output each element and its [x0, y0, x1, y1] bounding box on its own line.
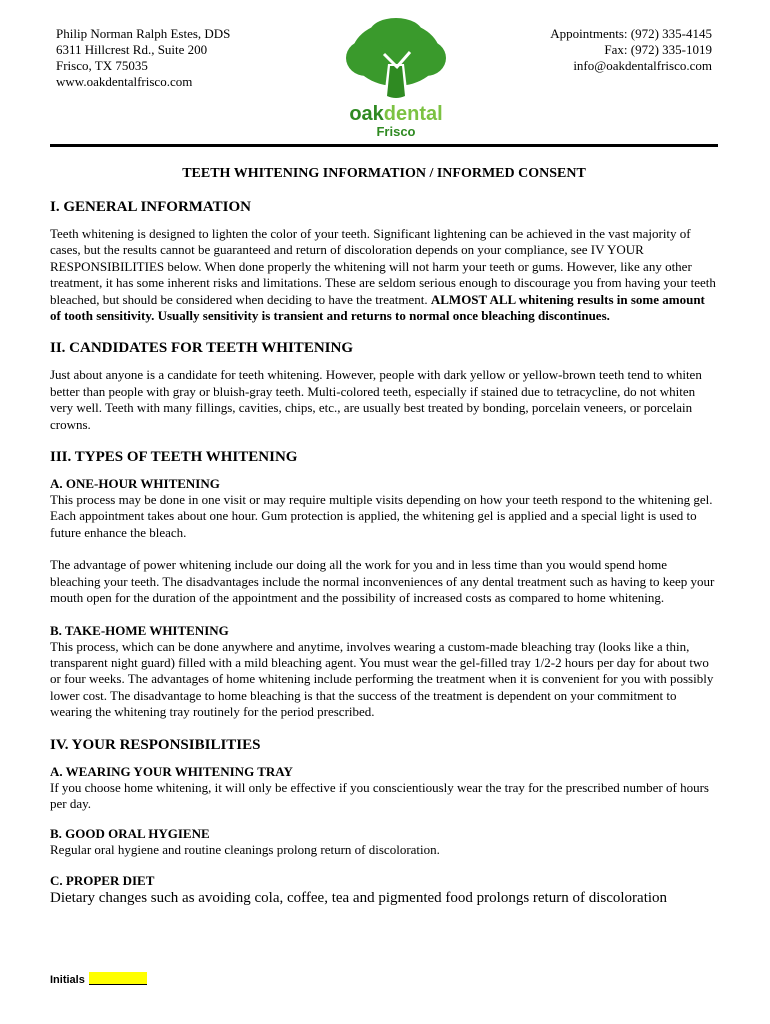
general-bold-text: ALMOST ALL whitening results in some amount of tooth sensitivity. Usually sensitivity is transient and returns to normal once bleaching discontinues. — [50, 291, 705, 324]
tree-icon — [346, 18, 446, 101]
street-address: 6311 Hillcrest Rd., Suite 200 — [56, 42, 208, 57]
logo-sub: Frisco — [376, 124, 416, 139]
document-title: TEETH WHITENING INFORMATION / INFORMED CONSENT — [182, 166, 586, 181]
general-information-text — [50, 226, 718, 324]
section-heading-responsibilities: IV. YOUR RESPONSIBILITIES — [50, 736, 261, 753]
initials-label: Initials — [50, 974, 85, 986]
section-heading-general: I. GENERAL INFORMATION — [50, 199, 251, 215]
logo-word-dental: dental — [383, 103, 443, 125]
power-whitening-text: The advantage of power whitening include our doing all the work for you and in less time than you would spend home bleaching your teeth. The disadvantages include the normal inconveniences of any dental treatment such as having to keep your mouth open for the duration of the appointment and the possibility of increased costs as compared to home whitening. — [50, 557, 715, 606]
proper-diet-text: Dietary changes such as avoiding cola, coffee, tea and pigmented food prolongs return of discoloration — [50, 889, 668, 906]
practice-contact — [550, 26, 712, 74]
subheading-oral-hygiene: B. GOOD ORAL HYGIENE — [50, 826, 210, 842]
take-home-text: This process, which can be done anywhere and anytime, involves wearing a custom-made bleaching tray (looks like a thin, transparent night guard) filled with a mild bleaching agent. You must wear the gel-filled tray 1/2-2 hours per day for about two or four weeks. The advantages of home whitening include performing the treatment when it is convenient for you with possibly lower cost. The disadvantage to home bleaching is that the success of the treatment is dependent on your commitment to wearing the whitening tray routinely for the period prescribed. — [50, 638, 714, 720]
section-heading-types: III. TYPES OF TEETH WHITENING — [50, 449, 298, 466]
practice-address — [56, 26, 230, 90]
candidates-text: Just about anyone is a candidate for teeth whitening. However, people with dark yellow or yellow-brown teeth tend to whiten better than people with gray or bluish-gray teeth. Multi-colored teeth, especially if stained due to tetracycline, do not whiten very well. Teeth with many fillings, cavities, chips, etc., are usually best treated by bonding, porcelain veneers, or porcelain crowns. — [50, 367, 702, 432]
section-heading-candidates: II. CANDIDATES FOR TEETH WHITENING — [50, 340, 353, 357]
initials-line — [50, 972, 147, 986]
website: www.oakdentalfrisco.com — [56, 74, 193, 89]
fax-number: Fax: (972) 335-1019 — [604, 42, 712, 57]
appointments-phone: Appointments: (972) 335-4145 — [550, 26, 712, 41]
doctor-name: Philip Norman Ralph Estes, DDS — [56, 26, 231, 41]
one-hour-text: This process may be done in one visit or may require multiple visits depending on how your teeth respond to the whitening gel. Each appointment takes about one hour. Gum protection is applied, the whitening gel is applied and a special light is used to future enhance the bleach. — [50, 492, 713, 540]
logo-word-oak: oak — [349, 103, 384, 125]
header-divider — [50, 144, 718, 147]
svg-text:oakdental — [349, 103, 442, 125]
oral-hygiene-text: Regular oral hygiene and routine cleanings prolong return of discoloration. — [50, 842, 440, 858]
oak-tree-logo — [336, 18, 456, 142]
email: info@oakdentalfrisco.com — [573, 58, 712, 73]
initials-field[interactable] — [89, 972, 147, 985]
document-body — [50, 166, 718, 907]
general-text: Teeth whitening is designed to lighten the color of your teeth. Significant lightening can be achieved in the vast majority of cases, but the results cannot be guaranteed and return of discoloration depends on your compliance, see IV YOUR RESPONSIBILITIES below. When done properly the whitening will not harm your teeth or gums. However, like any other treatment, it has some inherent risks and limitations. These are seldom serious enough to discourage you from having your teeth bleached, but should be considered when deciding to have the treatment. — [50, 226, 716, 307]
wearing-tray-text: If you choose home whitening, it will only be effective if you conscientiously wear the tray for the prescribed number of hours per day. — [50, 779, 709, 811]
subheading-wearing-tray: A. WEARING YOUR WHITENING TRAY — [50, 763, 293, 779]
city-state-zip: Frisco, TX 75035 — [56, 58, 148, 73]
subheading-take-home: B. TAKE-HOME WHITENING — [50, 622, 229, 638]
subheading-proper-diet: C. PROPER DIET — [50, 872, 155, 888]
subheading-one-hour: A. ONE-HOUR WHITENING — [50, 476, 220, 492]
